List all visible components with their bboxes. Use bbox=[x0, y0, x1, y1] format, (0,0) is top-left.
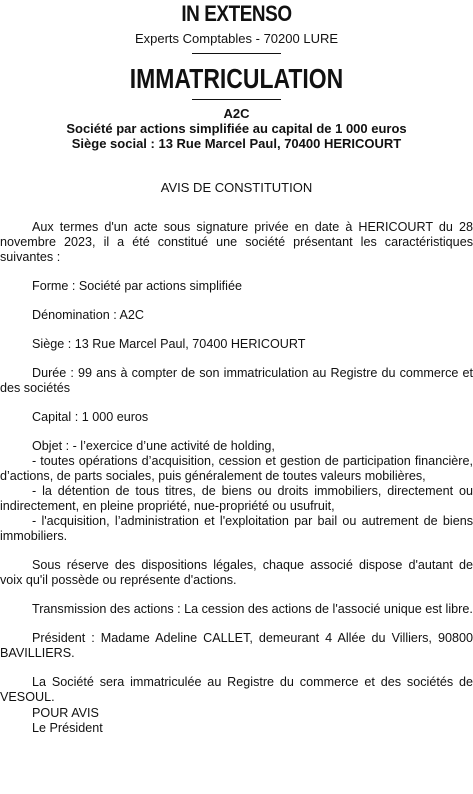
firm-name: IN EXTENSO bbox=[181, 1, 292, 26]
divider-bottom bbox=[192, 99, 281, 100]
objet-item: - la détention de tous titres, de biens ou droits immobiliers, directement ou indirectement, en pleine propriété, nue-propriété ou usufruit, bbox=[0, 484, 473, 513]
firm-subtitle: Experts Comptables - 70200 LURE bbox=[134, 31, 339, 46]
signature-block bbox=[32, 706, 103, 736]
objet-block bbox=[0, 439, 473, 544]
company-legal-form: Société par actions simplifiée au capital de 1 000 euros bbox=[66, 121, 407, 136]
forme-paragraph: Forme : Société par actions simplifiée bbox=[32, 279, 242, 293]
notice-body bbox=[0, 220, 473, 719]
company-registered-office: Siège social : 13 Rue Marcel Paul, 70400 HERICOURT bbox=[71, 136, 402, 151]
notice-type-title: IMMATRICULATION bbox=[129, 63, 344, 94]
transmission-paragraph: Transmission des actions : La cession des actions de l'associé unique est libre. bbox=[32, 602, 473, 616]
company-block bbox=[0, 106, 473, 151]
president-paragraph: Président : Madame Adeline CALLET, demeurant 4 Allée du Villiers, 90800 BAVILLIERS. bbox=[0, 631, 473, 660]
notice-heading: AVIS DE CONSTITUTION bbox=[160, 180, 313, 195]
intro-paragraph: Aux termes d'un acte sous signature privée en date à HERICOURT du 28 novembre 2023, il a été constitué une société présentant les caractéristiques suivantes : bbox=[0, 220, 473, 264]
signature-line-president: Le Président bbox=[32, 721, 103, 735]
signature-line-pour-avis: POUR AVIS bbox=[32, 706, 99, 720]
objet-item: - l'acquisition, l’administration et l'exploitation par bail ou autrement de biens immobiliers. bbox=[0, 514, 473, 543]
duree-paragraph: Durée : 99 ans à compter de son immatriculation au Registre du commerce et des sociétés bbox=[0, 366, 473, 395]
siege-paragraph: Siège : 13 Rue Marcel Paul, 70400 HERICOURT bbox=[32, 337, 306, 351]
objet-item: - toutes opérations d’acquisition, cession et gestion de participation financière, d’actions, de parts sociales, puis généralement de toutes valeurs mobilières, bbox=[0, 454, 473, 483]
registration-paragraph: La Société sera immatriculée au Registre du commerce et des sociétés de VESOUL. bbox=[0, 675, 473, 704]
company-name: A2C bbox=[223, 106, 250, 121]
voting-paragraph: Sous réserve des dispositions légales, chaque associé dispose d'autant de voix qu'il possède ou représente d'actions. bbox=[0, 558, 473, 587]
divider-top bbox=[192, 53, 281, 54]
denomination-paragraph: Dénomination : A2C bbox=[32, 308, 145, 322]
capital-paragraph: Capital : 1 000 euros bbox=[32, 410, 149, 424]
objet-item: Objet : - l’exercice d’une activité de holding, bbox=[32, 439, 275, 453]
